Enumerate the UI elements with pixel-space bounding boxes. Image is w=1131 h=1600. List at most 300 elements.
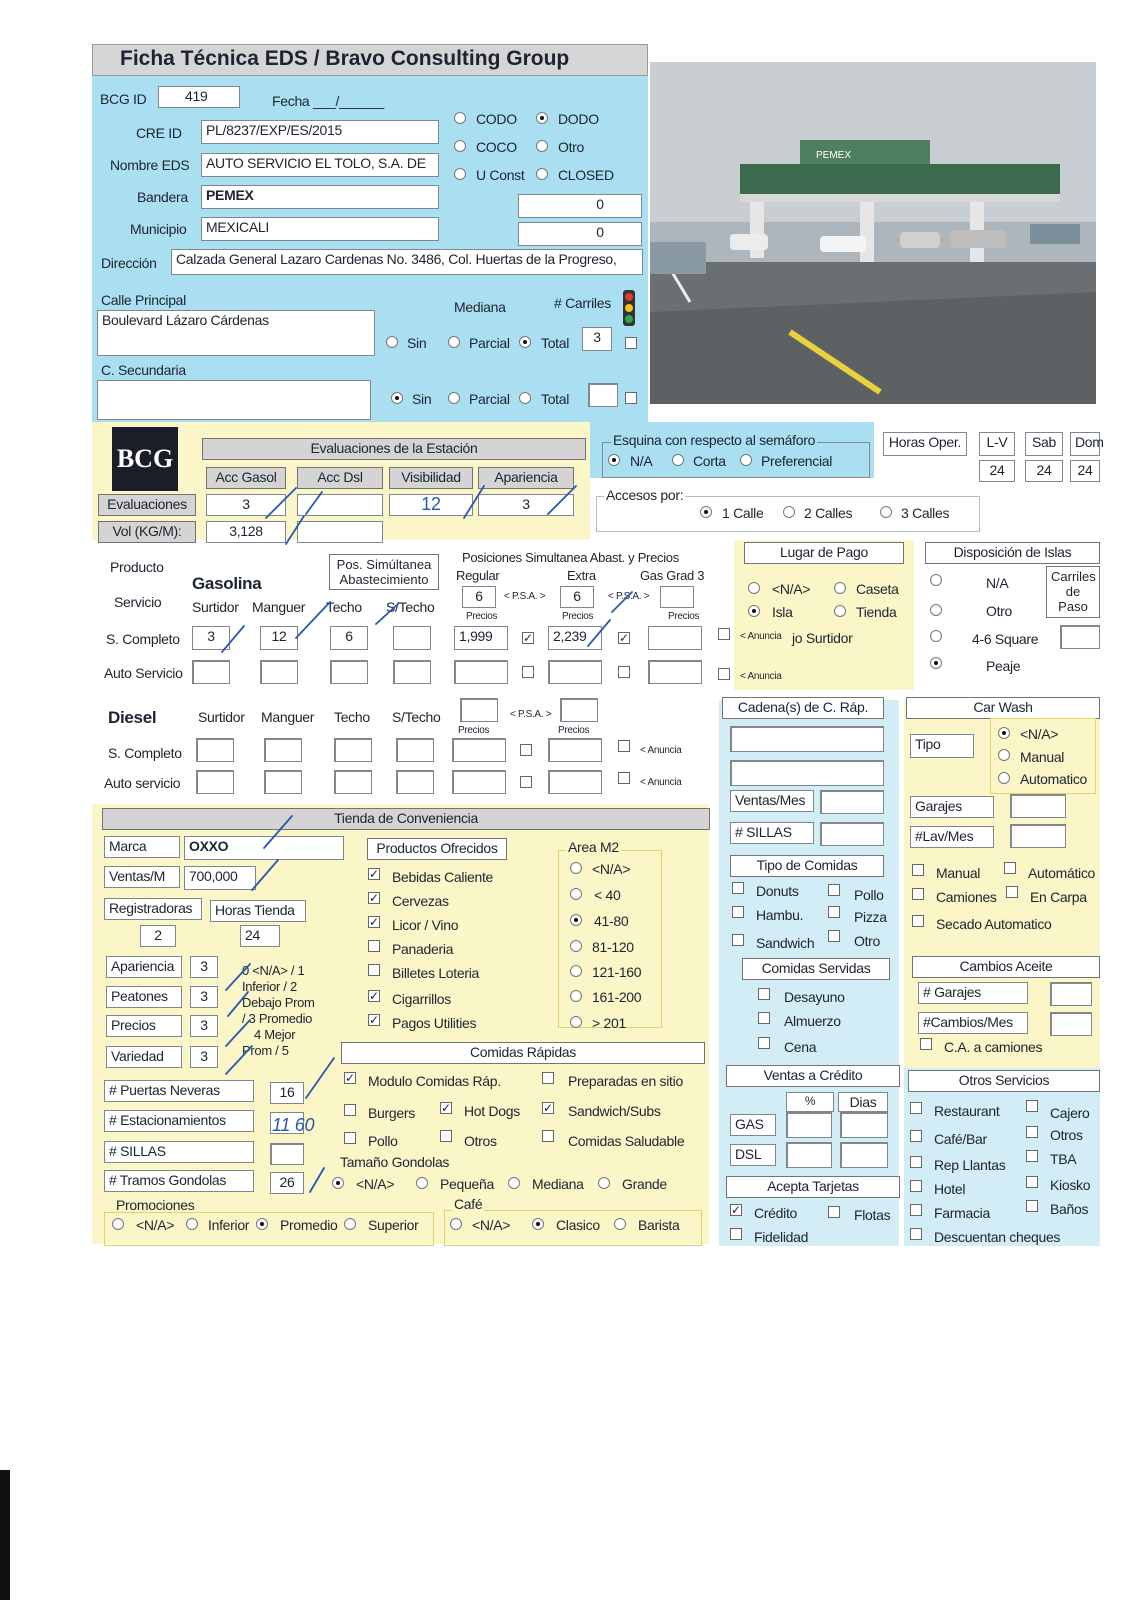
horas-dom-header: Dom xyxy=(1070,432,1100,456)
photo-sign: PEMEX xyxy=(816,150,852,161)
accesos-3-radio[interactable] xyxy=(880,506,892,518)
dsl-as-anuncia-1[interactable] xyxy=(520,776,532,788)
cw-carpa-checkbox[interactable] xyxy=(1006,886,1018,898)
dsl-sc-manguer[interactable] xyxy=(264,738,302,762)
variedad-label: Variedad xyxy=(106,1046,182,1068)
otros-hotel-checkbox[interactable] xyxy=(910,1180,922,1192)
dsl-col-surtidor: Surtidor xyxy=(198,709,245,725)
tarjeta-flotas-label: Flotas xyxy=(854,1207,891,1223)
type-coco-radio[interactable] xyxy=(454,140,466,152)
otros-header: Otros Servicios xyxy=(908,1070,1100,1092)
type-uconst-radio[interactable] xyxy=(454,168,466,180)
accesos-title: Accesos por: xyxy=(606,487,684,503)
accesos-1-radio[interactable] xyxy=(700,506,712,518)
otros-farmacia-label: Farmacia xyxy=(934,1205,990,1221)
otros-banos-checkbox[interactable] xyxy=(1026,1200,1038,1212)
cw-auto-radio[interactable] xyxy=(998,772,1010,784)
surtidor-text: jo Surtidor xyxy=(792,630,853,646)
vol-dsl[interactable] xyxy=(297,521,383,543)
bcg-logo: BCG xyxy=(112,427,178,491)
promo-promedio-radio[interactable] xyxy=(256,1218,268,1230)
count-b-field[interactable]: 0 xyxy=(518,222,642,246)
promo-inferior-label: Inferior xyxy=(208,1217,250,1233)
credito-gas-pct[interactable] xyxy=(786,1112,832,1138)
promo-inferior-radio[interactable] xyxy=(186,1218,198,1230)
gas-as-price-regular[interactable] xyxy=(454,660,508,684)
otros-tba-checkbox[interactable] xyxy=(1026,1150,1038,1162)
cafe-barista-label: Barista xyxy=(638,1217,680,1233)
dsl-as-techo[interactable] xyxy=(334,770,372,794)
cw-manual-check-label: Manual xyxy=(936,865,981,881)
cw-garajes-field[interactable] xyxy=(1010,794,1066,818)
servicio-label: Servicio xyxy=(114,594,162,610)
cafe-clasico-radio[interactable] xyxy=(532,1218,544,1230)
anuncia-label-1: < Anuncia xyxy=(740,631,782,642)
comidas-rapidas-header: Comidas Rápidas xyxy=(341,1042,705,1064)
prod-licor-checkbox[interactable]: ✓ xyxy=(369,915,380,929)
precios-lbl-3: Precios xyxy=(668,611,700,622)
prod-bebidas-label: Bebidas Caliente xyxy=(392,869,494,885)
cs-almuerzo-label: Almuerzo xyxy=(784,1013,841,1029)
registradoras-field[interactable]: 2 xyxy=(140,925,176,947)
cw-automatico-check-label: Automático xyxy=(1028,865,1096,881)
dsl-as-manguer[interactable] xyxy=(264,770,302,794)
page-title: Ficha Técnica EDS / Bravo Consulting Group xyxy=(120,47,570,70)
prod-cervezas-label: Cervezas xyxy=(392,893,449,909)
tarjeta-fidelidad-label: Fidelidad xyxy=(754,1229,809,1245)
carriles-paso-field[interactable] xyxy=(1060,625,1100,649)
cadenas-header: Cadena(s) de C. Ráp. xyxy=(722,697,884,719)
diesel-title: Diesel xyxy=(108,708,157,727)
area-81-120-label: 81-120 xyxy=(592,939,634,955)
sillas-label: # SILLAS xyxy=(104,1141,254,1163)
aceite-garajes-field[interactable] xyxy=(1050,982,1092,1006)
vol-row-label: Vol (KG/M): xyxy=(98,521,196,543)
cw-manual-checkbox[interactable] xyxy=(912,864,924,876)
mediana-parcial-radio[interactable] xyxy=(448,336,460,348)
esquina-pref-label: Preferencial xyxy=(761,453,833,469)
cw-lav-field[interactable] xyxy=(1010,824,1066,848)
dsl-sc-surtidor[interactable] xyxy=(196,738,234,762)
cadena-field-1[interactable] xyxy=(730,726,884,752)
cr-saludable-checkbox[interactable] xyxy=(542,1130,554,1142)
cr-hotdogs-label: Hot Dogs xyxy=(464,1103,520,1119)
bandera-label: Bandera xyxy=(137,189,188,205)
registradoras-label: Registradoras xyxy=(104,898,202,920)
area-81-120-radio[interactable] xyxy=(570,940,582,952)
tarjeta-fidelidad-checkbox[interactable] xyxy=(730,1228,742,1240)
ventas-label: Ventas/M xyxy=(104,866,180,888)
area-40-label: < 40 xyxy=(594,887,621,903)
carriles-field[interactable]: 3 xyxy=(582,327,612,351)
cw-camiones-label: Camiones xyxy=(936,889,997,905)
esquina-na-radio[interactable] xyxy=(608,454,620,466)
anuncia-label-2: < Anuncia xyxy=(740,671,782,682)
tc-donuts-checkbox[interactable] xyxy=(732,882,744,894)
col-acc-gasol: Acc Gasol xyxy=(206,467,286,489)
area-40-radio[interactable] xyxy=(570,888,582,900)
cr-sandwich-label: Sandwich/Subs xyxy=(568,1103,661,1119)
accesos-2-radio[interactable] xyxy=(783,506,795,518)
mediana-sin-radio[interactable] xyxy=(386,336,398,348)
municipio-field[interactable]: MEXICALI xyxy=(201,217,439,241)
pago-na-label: <N/A> xyxy=(772,581,811,597)
col-apariencia: Apariencia xyxy=(478,467,574,489)
otros-otros-checkbox[interactable] xyxy=(1026,1126,1038,1138)
gas-sc-surtidor[interactable]: 3 xyxy=(192,626,230,650)
sec-parcial-radio[interactable] xyxy=(448,392,460,404)
gas-sc-stecho[interactable] xyxy=(393,626,431,650)
area-121-160-label: 121-160 xyxy=(592,964,642,980)
estac-label: # Estacionamientos xyxy=(104,1110,254,1132)
col-acc-dsl: Acc Dsl xyxy=(297,467,383,489)
tc-otro-checkbox[interactable] xyxy=(828,930,840,942)
cafe-na-label: <N/A> xyxy=(472,1217,511,1233)
prod-loteria-checkbox[interactable] xyxy=(368,964,380,976)
evaluaciones-header: Evaluaciones de la Estación xyxy=(202,438,586,460)
prod-panaderia-checkbox[interactable] xyxy=(368,940,380,952)
dsl-sc-anuncia-1[interactable] xyxy=(520,744,532,756)
tramos-field[interactable]: 26 xyxy=(270,1172,304,1194)
area-na-radio[interactable] xyxy=(570,862,582,874)
type-coco-label: COCO xyxy=(476,139,517,155)
prod-cervezas-checkbox[interactable]: ✓ xyxy=(369,891,380,905)
cw-secado-checkbox[interactable] xyxy=(912,915,924,927)
gas-as-manguer[interactable] xyxy=(260,660,298,684)
gas-as-label: Auto Servicio xyxy=(104,665,183,681)
credito-dsl-dias[interactable] xyxy=(840,1142,888,1168)
psa-regular: < P.S.A. > xyxy=(504,591,546,602)
gond-mediana-label: Mediana xyxy=(532,1176,584,1192)
cw-na-radio[interactable] xyxy=(998,727,1010,739)
comidas-servidas-header: Comidas Servidas xyxy=(742,958,890,980)
sec-sin-radio[interactable] xyxy=(391,392,403,404)
cre-id-field[interactable]: PL/8237/EXP/ES/2015 xyxy=(201,120,439,144)
traffic-light-icon xyxy=(618,290,640,326)
calle-secundaria-field[interactable] xyxy=(97,380,371,420)
gond-na-radio[interactable] xyxy=(332,1177,344,1189)
accesos-1-label: 1 Calle xyxy=(722,505,764,521)
anuncia-extra-checkbox[interactable]: ✓ xyxy=(619,631,630,645)
area-201-label: > 201 xyxy=(592,1015,626,1031)
prod-utilities-checkbox[interactable]: ✓ xyxy=(369,1013,380,1027)
ventas-field[interactable]: 700,000 xyxy=(184,866,256,890)
gas-sc-manguer[interactable]: 12 xyxy=(260,626,298,650)
prod-bebidas-checkbox[interactable]: ✓ xyxy=(369,867,380,881)
cr-modulo-checkbox[interactable]: ✓ xyxy=(345,1071,356,1085)
precios-header: Posiciones Simultanea Abast. y Precios xyxy=(462,550,679,565)
bcg-id-field[interactable]: 419 xyxy=(158,86,240,108)
apariencia-label: Apariencia xyxy=(106,956,182,978)
bandera-field[interactable]: PEMEX xyxy=(201,185,439,209)
dsl-as-price-2[interactable] xyxy=(548,770,602,794)
cs-almuerzo-checkbox[interactable] xyxy=(758,1012,770,1024)
pos-extra[interactable]: 6 xyxy=(560,586,594,608)
aceite-ca-checkbox[interactable] xyxy=(920,1038,932,1050)
sec-total-radio[interactable] xyxy=(519,392,531,404)
pago-tienda-radio[interactable] xyxy=(834,605,846,617)
cadena-field-2[interactable] xyxy=(730,760,884,786)
islas-header: Disposición de Islas xyxy=(925,542,1100,564)
carriles-checkbox[interactable] xyxy=(625,337,637,349)
rating-legend-6: Prom / 5 xyxy=(242,1043,289,1058)
horas-tienda-field[interactable]: 24 xyxy=(240,925,280,947)
cw-lav-label: #Lav/Mes xyxy=(910,826,994,848)
cw-automatico-checkbox[interactable] xyxy=(1004,862,1016,874)
horas-oper-label: Horas Oper. xyxy=(883,432,967,456)
gas-grad3-label: Gas Grad 3 xyxy=(640,568,705,583)
producto-label: Producto xyxy=(110,559,164,575)
tc-pizza-checkbox[interactable] xyxy=(828,906,840,918)
esquina-corta-label: Corta xyxy=(693,453,726,469)
pago-na-radio[interactable] xyxy=(748,582,760,594)
gas-sc-techo[interactable]: 6 xyxy=(330,626,368,650)
gas-price-grad3[interactable] xyxy=(648,626,702,650)
otros-restaurant-label: Restaurant xyxy=(934,1103,1000,1119)
horas-sab-header: Sab xyxy=(1025,432,1063,456)
dsl-as-anuncia-2[interactable] xyxy=(618,772,630,784)
gas-price-extra[interactable]: 2,239 xyxy=(548,626,602,650)
otros-kiosko-checkbox[interactable] xyxy=(1026,1176,1038,1188)
gas-as-techo[interactable] xyxy=(330,660,368,684)
dsl-pos-2[interactable] xyxy=(560,698,598,722)
otros-banos-label: Baños xyxy=(1050,1201,1089,1217)
gond-mediana-radio[interactable] xyxy=(508,1177,520,1189)
cr-burgers-label: Burgers xyxy=(368,1105,415,1121)
horas-lv[interactable]: 24 xyxy=(979,460,1015,482)
pago-isla-label: Isla xyxy=(772,604,793,620)
esquina-title: Esquina con respecto al semáforo xyxy=(613,432,816,448)
precios-field[interactable]: 3 xyxy=(190,1015,218,1037)
prod-licor-label: Licor / Vino xyxy=(392,917,459,933)
tc-pollo-checkbox[interactable] xyxy=(828,884,840,896)
gond-grande-label: Grande xyxy=(622,1176,667,1192)
cs-cena-checkbox[interactable] xyxy=(758,1037,770,1049)
otros-cheques-checkbox[interactable] xyxy=(910,1228,922,1240)
precios-lbl-2: Precios xyxy=(562,611,594,622)
station-photo xyxy=(650,62,1096,404)
cafe-na-radio[interactable] xyxy=(450,1218,462,1230)
cadenas-sillas-field[interactable] xyxy=(820,822,884,846)
dsl-as-surtidor[interactable] xyxy=(196,770,234,794)
cs-desayuno-checkbox[interactable] xyxy=(758,988,770,1000)
dsl-anuncia-2: < Anuncia xyxy=(640,777,682,788)
col-visibilidad: Visibilidad xyxy=(389,467,473,489)
otros-restaurant-checkbox[interactable] xyxy=(910,1102,922,1114)
tarjeta-flotas-checkbox[interactable] xyxy=(828,1206,840,1218)
dsl-sc-price-1[interactable] xyxy=(452,738,506,762)
prod-utilities-label: Pagos Utilities xyxy=(392,1015,477,1031)
tc-sandwich-checkbox[interactable] xyxy=(732,934,744,946)
aceite-garajes-label: # Garajes xyxy=(918,982,1028,1004)
calle-secundaria-label: C. Secundaria xyxy=(101,362,186,378)
area-161-200-label: 161-200 xyxy=(592,989,642,1005)
cafe-title: Café xyxy=(454,1196,483,1212)
cr-sandwich-checkbox[interactable]: ✓ xyxy=(543,1101,554,1115)
count-a-field[interactable]: 0 xyxy=(518,194,642,218)
credito-gas-dias[interactable] xyxy=(840,1112,888,1138)
area-41-80-radio[interactable] xyxy=(570,914,582,926)
calle-principal-field[interactable]: Boulevard Lázaro Cárdenas xyxy=(97,310,375,356)
pago-isla-radio[interactable] xyxy=(748,605,760,617)
credito-gas-label: GAS xyxy=(730,1114,776,1136)
tc-hambu-label: Hambu. xyxy=(756,907,804,923)
promo-superior-radio[interactable] xyxy=(344,1218,356,1230)
dsl-sc-stecho[interactable] xyxy=(396,738,434,762)
gondolas-title: Tamaño Gondolas xyxy=(340,1154,450,1170)
dsl-as-stecho[interactable] xyxy=(396,770,434,794)
dsl-precios-2: Precios xyxy=(558,725,590,736)
pos-regular[interactable]: 6 xyxy=(462,586,496,608)
cw-manual-radio[interactable] xyxy=(998,749,1010,761)
anuncia-regular-checkbox[interactable]: ✓ xyxy=(523,631,534,645)
gas-as-price-extra[interactable] xyxy=(548,660,602,684)
gas-as-price-grad3[interactable] xyxy=(648,660,702,684)
eval-acc-gasol[interactable]: 3 xyxy=(206,494,286,516)
tarjetas-header: Acepta Tarjetas xyxy=(726,1176,900,1198)
pago-caseta-radio[interactable] xyxy=(834,582,846,594)
cr-preparadas-label: Preparadas en sitio xyxy=(568,1073,683,1089)
otros-llantas-checkbox[interactable] xyxy=(910,1156,922,1168)
cr-burgers-checkbox[interactable] xyxy=(344,1104,356,1116)
otros-farmacia-checkbox[interactable] xyxy=(910,1204,922,1216)
sec-sin-label: Sin xyxy=(412,391,432,407)
rating-legend-5: 4 Mejor xyxy=(254,1027,296,1042)
type-codo-label: CODO xyxy=(476,111,517,127)
extra-label: Extra xyxy=(567,568,596,583)
gas-as-stecho[interactable] xyxy=(393,660,431,684)
tc-sandwich-label: Sandwich xyxy=(756,935,815,951)
type-closed-label: CLOSED xyxy=(558,167,614,183)
dsl-as-label: Auto servicio xyxy=(104,775,181,791)
mediana-total-radio[interactable] xyxy=(519,336,531,348)
tc-hambu-checkbox[interactable] xyxy=(732,906,744,918)
gond-grande-radio[interactable] xyxy=(598,1177,610,1189)
tienda-header: Tienda de Conveniencia xyxy=(102,808,710,830)
productos-header: Productos Ofrecidos xyxy=(367,838,507,860)
cafe-barista-radio[interactable] xyxy=(614,1218,626,1230)
marca-field[interactable]: OXXO xyxy=(184,836,344,860)
vol-gasol[interactable]: 3,128 xyxy=(206,521,286,543)
otros-cafebar-checkbox[interactable] xyxy=(910,1130,922,1142)
cr-hotdogs-checkbox[interactable]: ✓ xyxy=(441,1101,452,1115)
type-otro-radio[interactable] xyxy=(536,140,548,152)
rating-legend-3: Debajo Prom xyxy=(242,995,315,1010)
dsl-as-price-1[interactable] xyxy=(452,770,506,794)
pos-grad3[interactable] xyxy=(660,586,694,608)
cr-saludable-label: Comidas Saludable xyxy=(568,1133,685,1149)
islas-peaje-radio[interactable] xyxy=(930,657,942,669)
type-closed-radio[interactable] xyxy=(536,168,548,180)
cr-pollo-checkbox[interactable] xyxy=(344,1132,356,1144)
cadenas-ventas-field[interactable] xyxy=(820,790,884,814)
islas-na-radio[interactable] xyxy=(930,574,942,586)
variedad-field[interactable]: 3 xyxy=(190,1046,218,1068)
eval-visibilidad[interactable]: 12 xyxy=(389,494,473,516)
gas-as-surtidor[interactable] xyxy=(192,660,230,684)
sillas-field[interactable] xyxy=(270,1143,304,1165)
as-anuncia-extra-checkbox[interactable] xyxy=(618,666,630,678)
sec-carriles-checkbox[interactable] xyxy=(625,392,637,404)
esquina-corta-radio[interactable] xyxy=(672,454,684,466)
cr-otros-checkbox[interactable] xyxy=(440,1130,452,1142)
dsl-pos-1[interactable] xyxy=(460,698,498,722)
aceite-cambios-label: #Cambios/Mes xyxy=(918,1012,1028,1034)
peatones-field[interactable]: 3 xyxy=(190,986,218,1008)
aceite-header: Cambios Aceite xyxy=(912,956,1100,978)
tipo-comidas-header: Tipo de Comidas xyxy=(730,855,884,877)
dsl-sc-price-2[interactable] xyxy=(548,738,602,762)
dsl-col-stecho: S/Techo xyxy=(392,709,441,725)
otros-cajero-checkbox[interactable] xyxy=(1026,1100,1038,1112)
tc-pizza-label: Pizza xyxy=(854,909,887,925)
cw-garajes-label: Garajes xyxy=(910,796,994,818)
area-201-radio[interactable] xyxy=(570,1016,582,1028)
direccion-label: Dirección xyxy=(101,255,157,271)
as-anuncia-grad3-checkbox[interactable] xyxy=(718,668,730,680)
mediana-parcial-label: Parcial xyxy=(469,335,510,351)
prod-cigarrillos-checkbox[interactable]: ✓ xyxy=(369,989,380,1003)
islas-square-radio[interactable] xyxy=(930,630,942,642)
nombre-field[interactable]: AUTO SERVICIO EL TOLO, S.A. DE xyxy=(201,153,439,177)
otros-cajero-label: Cajero xyxy=(1050,1105,1090,1121)
gas-col-stecho: S/Techo xyxy=(386,599,435,615)
gas-price-regular[interactable]: 1,999 xyxy=(454,626,508,650)
pos-simultanea-header: Pos. Simúltanea Abastecimiento xyxy=(329,554,439,590)
precios-label: Precios xyxy=(106,1015,182,1037)
prod-panaderia-label: Panaderia xyxy=(392,941,454,957)
gond-pequena-radio[interactable] xyxy=(416,1177,428,1189)
promo-promedio-label: Promedio xyxy=(280,1217,338,1233)
pago-tienda-label: Tienda xyxy=(856,604,897,620)
horas-sab[interactable]: 24 xyxy=(1025,460,1063,482)
credito-dsl-pct[interactable] xyxy=(786,1142,832,1168)
cr-preparadas-checkbox[interactable] xyxy=(542,1072,554,1084)
prod-loteria-label: Billetes Loteria xyxy=(392,965,480,981)
dsl-sc-anuncia-2[interactable] xyxy=(618,740,630,752)
as-anuncia-regular-checkbox[interactable] xyxy=(522,666,534,678)
type-dodo-radio[interactable] xyxy=(536,112,548,124)
horas-dom[interactable]: 24 xyxy=(1070,460,1100,482)
type-codo-radio[interactable] xyxy=(454,112,466,124)
puertas-label: # Puertas Neveras xyxy=(104,1080,254,1102)
carriles-label: # Carriles xyxy=(554,295,611,311)
direccion-field[interactable]: Calzada General Lazaro Cardenas No. 3486, Col. Huertas de la Progreso, xyxy=(171,249,643,275)
islas-otro-radio[interactable] xyxy=(930,604,942,616)
anuncia-grad3-checkbox[interactable] xyxy=(718,628,730,640)
cw-camiones-checkbox[interactable] xyxy=(912,888,924,900)
dsl-sc-techo[interactable] xyxy=(334,738,372,762)
puertas-field[interactable]: 16 xyxy=(270,1082,304,1104)
eval-apariencia[interactable]: 3 xyxy=(478,494,574,516)
islas-otro-label: Otro xyxy=(986,603,1013,619)
apariencia-field[interactable]: 3 xyxy=(190,956,218,978)
marca-label: Marca xyxy=(104,836,180,858)
aceite-cambios-field[interactable] xyxy=(1050,1012,1092,1036)
tarjeta-credito-checkbox[interactable]: ✓ xyxy=(731,1203,742,1217)
area-161-200-radio[interactable] xyxy=(570,990,582,1002)
horas-lv-header: L-V xyxy=(979,432,1015,456)
sec-carriles-field[interactable] xyxy=(588,383,618,407)
rating-legend-4: / 3 Promedio xyxy=(242,1011,313,1026)
pago-caseta-label: Caseta xyxy=(856,581,899,597)
islas-na-label: N/A xyxy=(986,575,1009,591)
esquina-pref-radio[interactable] xyxy=(740,454,752,466)
promo-na-radio[interactable] xyxy=(112,1218,124,1230)
area-121-160-radio[interactable] xyxy=(570,965,582,977)
cw-secado-label: Secado Automatico xyxy=(936,916,1052,932)
eval-acc-dsl[interactable] xyxy=(297,494,383,516)
